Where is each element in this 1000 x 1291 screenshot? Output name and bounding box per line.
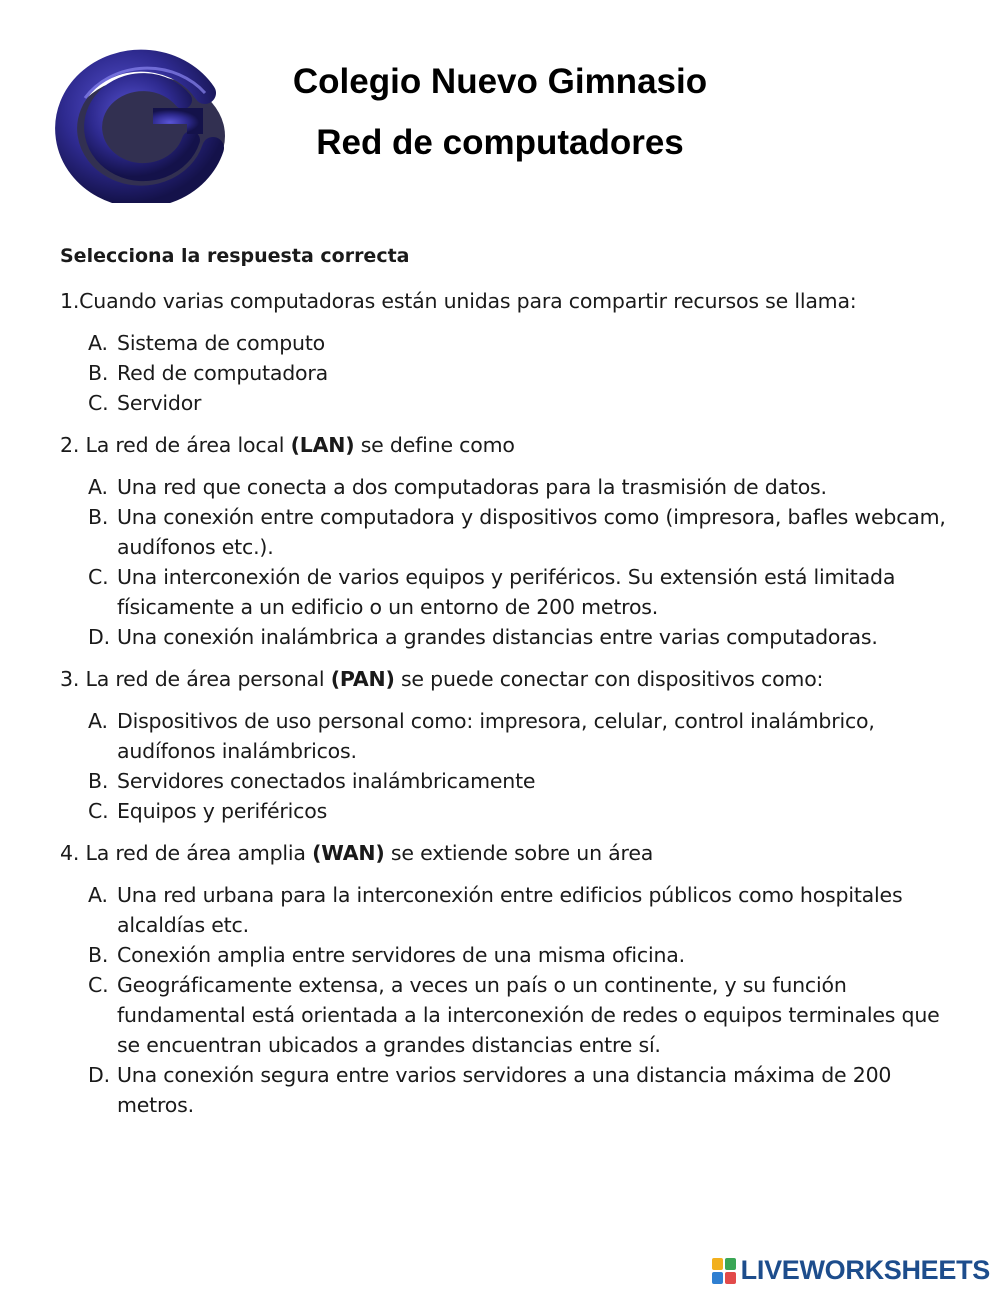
instructions: Selecciona la respuesta correcta bbox=[60, 245, 410, 267]
option-b[interactable]: B. Conexión amplia entre servidores de una misma oficina. bbox=[88, 943, 685, 967]
liveworksheets-logo-icon bbox=[712, 1258, 736, 1284]
option-list bbox=[60, 472, 950, 652]
option-d[interactable]: D. Una conexión segura entre varios servidores a una distancia máxima de 200 metros. bbox=[88, 1063, 892, 1117]
option-a[interactable]: A. Dispositivos de uso personal como: impresora, celular, control inalámbrico, audífonos inalámbricos. bbox=[88, 709, 875, 763]
option-a[interactable]: A. Una red que conecta a dos computadoras para la trasmisión de datos. bbox=[88, 475, 827, 499]
term-lan: (LAN) bbox=[290, 433, 355, 457]
question-3 bbox=[60, 664, 950, 826]
option-c[interactable]: C. Equipos y periféricos bbox=[88, 799, 328, 823]
option-a[interactable]: A. Una red urbana para la interconexión entre edificios públicos como hospitales alcaldías etc. bbox=[88, 883, 903, 937]
liveworksheets-wordmark: LIVEWORKSHEETS bbox=[740, 1255, 990, 1285]
school-name: Colegio Nuevo Gimnasio bbox=[292, 62, 708, 101]
question-list bbox=[60, 286, 950, 1120]
liveworksheets-brand[interactable] bbox=[712, 1255, 990, 1286]
question-text: 1.Cuando varias computadoras están unidas para compartir recursos se llama: bbox=[60, 289, 857, 313]
option-b[interactable]: B. Una conexión entre computadora y dispositivos como (impresora, bafles webcam, audífonos etc.). bbox=[88, 505, 946, 559]
option-c[interactable]: C. Geográficamente extensa, a veces un país o un continente, y su función fundamental está orientada a la interconexión de redes o equipos terminales que se encuentran ubicados a grandes distancias entre sí. bbox=[88, 973, 940, 1057]
worksheet-title: Red de computadores bbox=[316, 123, 684, 162]
question-1 bbox=[60, 286, 950, 418]
option-list bbox=[60, 880, 950, 1120]
question-text: 4. La red de área amplia (WAN) se extiende sobre un área bbox=[60, 841, 654, 865]
option-d[interactable]: D. Una conexión inalámbrica a grandes distancias entre varias computadoras. bbox=[88, 625, 878, 649]
school-logo-icon bbox=[55, 38, 230, 203]
option-list bbox=[60, 706, 950, 826]
question-text: 3. La red de área personal (PAN) se puede conectar con dispositivos como: bbox=[60, 667, 824, 691]
option-b[interactable]: B. Servidores conectados inalámbricamente bbox=[88, 769, 536, 793]
question-text: 2. La red de área local (LAN) se define como bbox=[60, 433, 515, 457]
option-c[interactable]: C. Servidor bbox=[88, 391, 202, 415]
option-c[interactable]: C. Una interconexión de varios equipos y periféricos. Su extensión está limitada físicamente a un edificio o un entorno de 200 metros. bbox=[88, 565, 896, 619]
question-4 bbox=[60, 838, 950, 1120]
option-list bbox=[60, 328, 950, 418]
option-b[interactable]: B. Red de computadora bbox=[88, 361, 328, 385]
term-wan: (WAN) bbox=[312, 841, 385, 865]
option-a[interactable]: A. Sistema de computo bbox=[88, 331, 325, 355]
term-pan: (PAN) bbox=[330, 667, 395, 691]
question-2 bbox=[60, 430, 950, 652]
